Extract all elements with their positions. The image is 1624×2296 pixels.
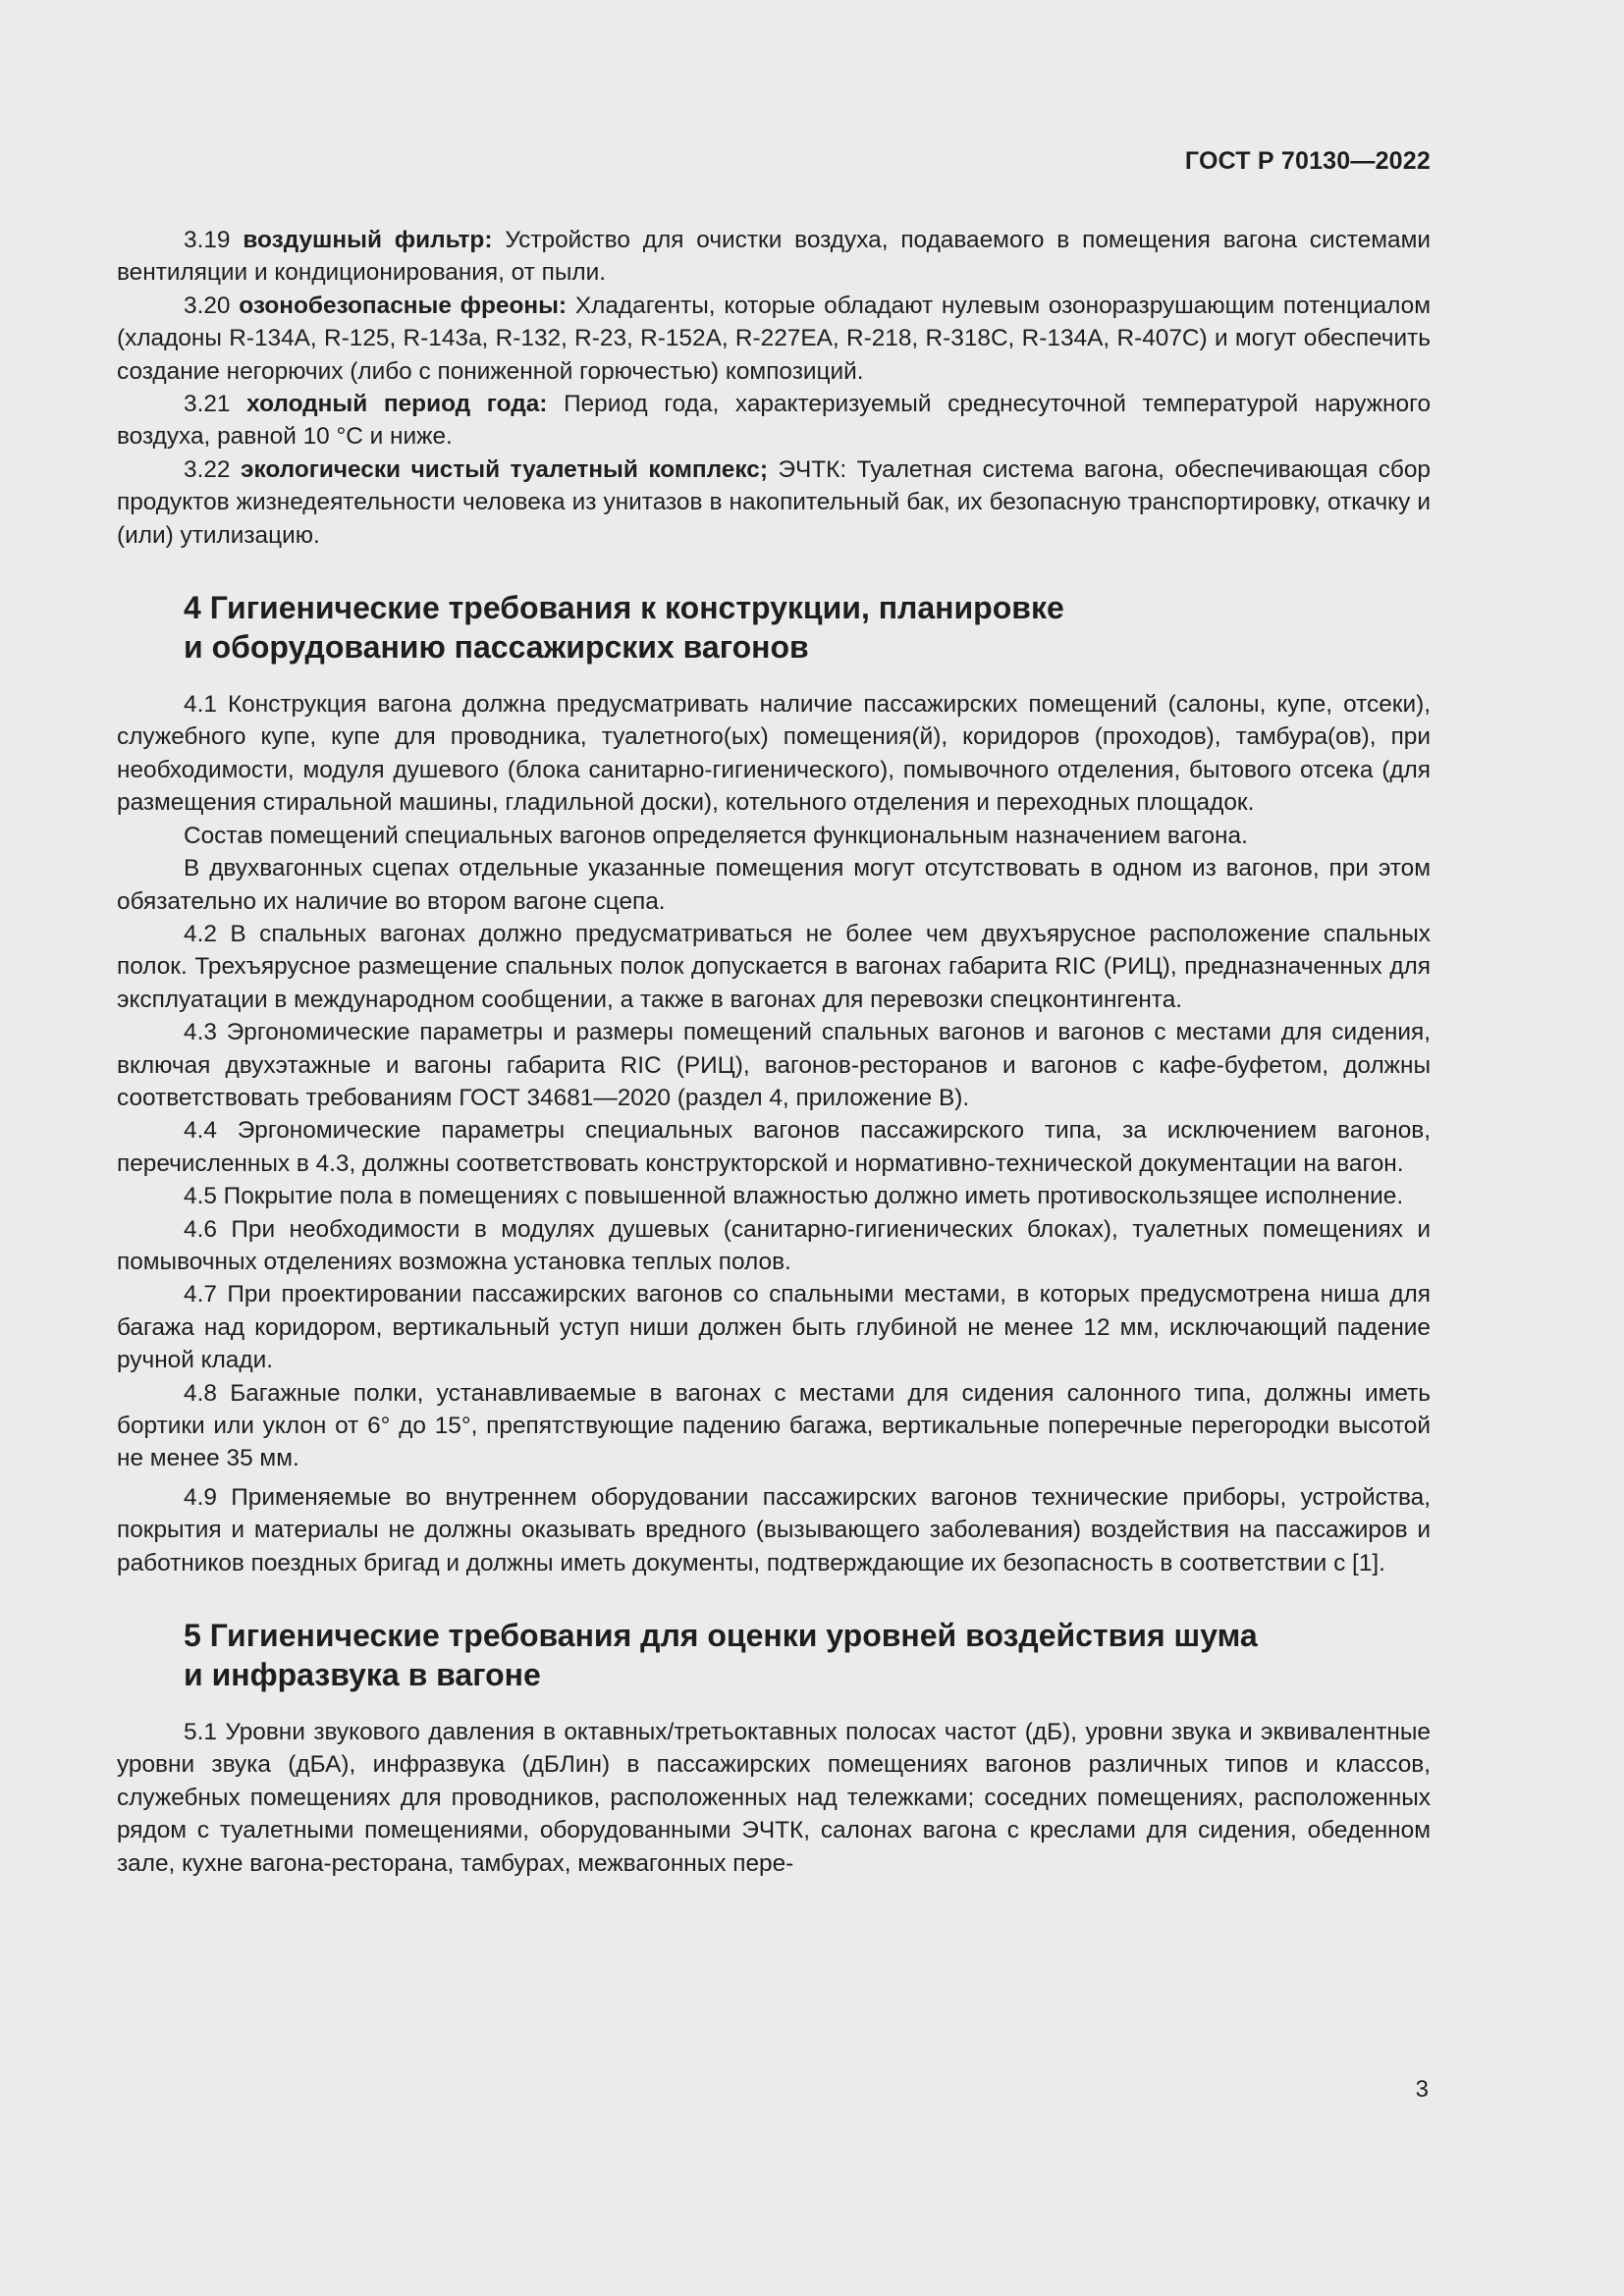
section-4-title-line1: 4 Гигиенические требования к конструкции, планировке (184, 590, 1064, 626)
paragraph-4-1-coupling: В двухвагонных сцепах отдельные указанные помещения могут отсутствовать в одном из вагонов, при этом обязательно их наличие во втором вагоне сцепа. (117, 855, 1431, 915)
definition-term: озонобезопасные фреоны: (239, 292, 568, 319)
paragraph-4-4: 4.4 Эргономические параметры специальных вагонов пассажирского типа, за исключением вагонов, перечисленных в 4.3, должны соответствовать конструкторской и нормативно-технической документации на вагон. (117, 1117, 1431, 1177)
definition-term: воздушный фильтр: (243, 227, 493, 253)
definition-number: 3.21 (184, 391, 231, 418)
definition-text: Хладагенты, которые обладают нулевым озоноразрушающим потенциалом (хладоны R-134A, R-125, R-143a, R-132, R-23, R-152A, R-227EA, R-218, R-318C, R-134A, R-407C) и могут обеспечить создание негорючих (либо с пониженной горючестью) композиций. (117, 292, 1431, 385)
page-number: 3 (1415, 2076, 1429, 2103)
definition-3-21 (117, 388, 1431, 454)
definition-text: Устройство для очистки воздуха, подаваемого в помещения вагона системами вентиляции и кондиционирования, от пыли. (117, 227, 1431, 287)
section-4-title-line2: и оборудованию пассажирских вагонов (184, 629, 809, 666)
definition-3-20 (117, 290, 1431, 388)
definition-text: Период года, характеризуемый среднесуточной температурой наружного воздуха, равной 10 °С и ниже. (117, 391, 1432, 451)
definition-term: холодный период года: (246, 391, 548, 418)
definition-3-19 (117, 224, 1431, 290)
document-body (117, 224, 1431, 1880)
definition-number: 3.20 (184, 292, 231, 319)
paragraph-4-6: 4.6 При необходимости в модулях душевых (санитарно-гигиенических блоках), туалетных помещениях и помывочных отделениях возможна установка теплых полов. (117, 1215, 1431, 1275)
paragraph-4-5: 4.5 Покрытие пола в помещениях с повышенной влажностью должно иметь противоскользящее исполнение. (184, 1183, 1404, 1210)
definition-3-22 (117, 454, 1431, 552)
paragraph-4-7: 4.7 При проектировании пассажирских вагонов со спальными местами, в которых предусмотрена ниша для багажа над коридором, вертикальный уступ ниши должен быть глубиной не менее 12 мм, исключающий падение ручной клади. (117, 1281, 1431, 1374)
paragraph-5-1: 5.1 Уровни звукового давления в октавных/третьоктавных полосах частот (дБ), уровни звука и эквивалентные уровни звука (дБА), инфразвука (дБЛин) в пассажирских помещениях вагонов различных типов и классов, служебных помещениях для проводников, расположенных над тележками; соседних помещениях, расположенных рядом с туалетными помещениями, оборудованными ЭЧТК, салонах вагона с креслами для сидения, обеденном зале, кухне вагона-ресторана, тамбурах, межвагонных пере- (117, 1719, 1431, 1877)
section-5-title-line2: и инфразвука в вагоне (184, 1657, 541, 1693)
section-5-title-line1: 5 Гигиенические требования для оценки уровней воздействия шума (184, 1618, 1258, 1654)
paragraph-4-3: 4.3 Эргономические параметры и размеры помещений спальных вагонов и вагонов с местами для сидения, включая двухэтажные и вагоны габарита RIC (РИЦ), вагонов-ресторанов и вагонов с кафе-буфетом, должны соответствовать требованиям ГОСТ 34681—2020 (раздел 4, приложение В). (117, 1019, 1431, 1111)
paragraph-4-8: 4.8 Багажные полки, устанавливаемые в вагонах с местами для сидения салонного типа, должны иметь бортики или уклон от 6° до 15°, препятствующие падению багажа, вертикальные поперечные перегородки высотой не менее 35 мм. (117, 1379, 1431, 1472)
definition-term: экологически чистый туалетный комплекс; (241, 455, 768, 483)
section-5-heading (117, 1616, 1431, 1694)
section-4-heading (117, 588, 1431, 667)
definition-number: 3.19 (184, 227, 231, 253)
definition-number: 3.22 (184, 455, 231, 483)
paragraph-4-1: 4.1 Конструкция вагона должна предусматривать наличие пассажирских помещений (салоны, купе, отсеки), служебного купе, купе для проводника, туалетного(ых) помещения(й), коридоров (проходов), тамбура(ов), при необходимости, модуля душевого (блока санитарно-гигиенического), помывочного отделения, бытового отсека (для размещения стиральной машины, гладильной доски), котельного отделения и переходных площадок. (117, 691, 1431, 817)
definition-text: ЭЧТК: Туалетная система вагона, обеспечивающая сбор продуктов жизнедеятельности человека из унитазов в накопительный бак, их безопасную транспортировку, откачку и (или) утилизацию. (117, 455, 1431, 549)
paragraph-4-2: 4.2 В спальных вагонах должно предусматриваться не более чем двухъярусное расположение спальных полок. Трехъярусное размещение спальных полок допускается в вагонах габарита RIC (РИЦ), предназначенных для эксплуатации в международном сообщении, а также в вагонах для перевозки спецконтингента. (117, 920, 1431, 1013)
paragraph-4-1-composition: Состав помещений специальных вагонов определяется функциональным назначением вагона. (184, 822, 1248, 849)
document-code-header: ГОСТ Р 70130—2022 (1184, 147, 1431, 175)
paragraph-4-9: 4.9 Применяемые во внутреннем оборудовании пассажирских вагонов технические приборы, устройства, покрытия и материалы не должны оказывать вредного (вызывающего заболевания) воздействия на пассажиров и работников поездных бригад и должны иметь документы, подтверждающие их безопасность в соответствии с [1]. (117, 1483, 1431, 1576)
